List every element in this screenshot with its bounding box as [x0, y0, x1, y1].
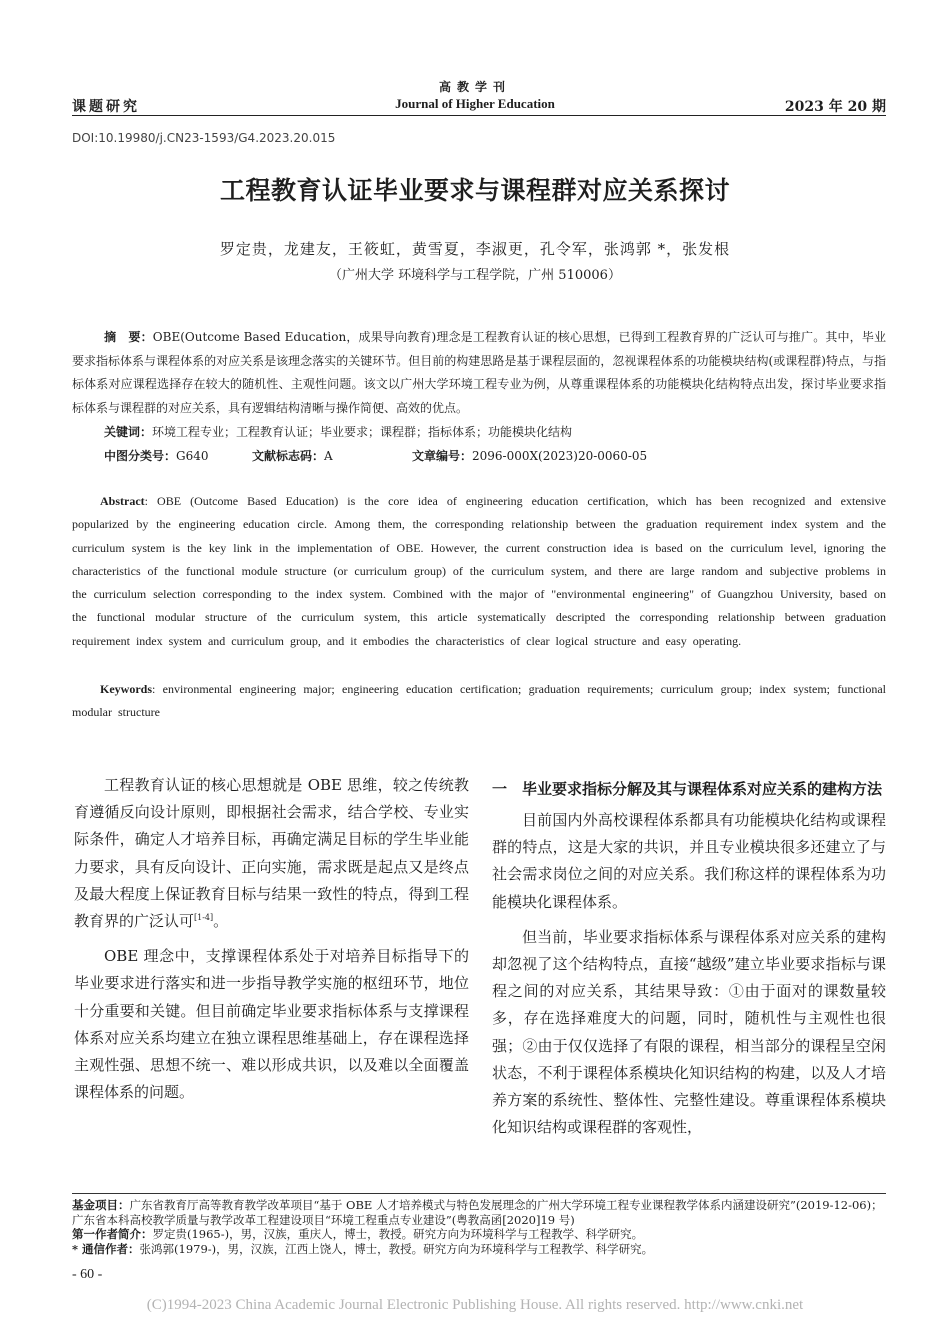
doi: DOI:10.19980/j.CN23-1593/G4.2023.20.015	[72, 131, 336, 145]
keywords-cn-text: 环境工程专业；工程教育认证；毕业要求；课程群；指标体系；功能模块化结构	[152, 425, 573, 439]
keywords-en-label: Keywords	[100, 682, 152, 696]
corresponding-author-note: * 通信作者：张鸿郭(1979-)，男，汉族，江西上饶人，博士，教授。研究方向为环境科学与工程教学、科学研究。	[72, 1241, 654, 1256]
keywords-en	[72, 678, 886, 725]
keywords-cn	[104, 422, 886, 442]
abstract-en-text: : OBE (Outcome Based Education) is the core idea of engineering education certification, which has been recognized and extensive popularized by the engineering education circle. Among them, the corresponding relationship between the graduation requirement index system and the curriculum system is the key link in the implementation of OBE. However, the current construction idea is based on the curriculum level, ignoring the characteristics of the functional module structure (or curriculum group) of the curriculum system, and there are large random and subjective problems in the curriculum selection corresponding to the index system. Combined with the major of "environmental engineering" of Guangzhou University, based on the functional modular structure of the curriculum system, this article systematically descripted the corresponding relationship between graduation requirement index system and curriculum group, and it embodies the characteristics of clear logical structure and easy operating.	[72, 494, 886, 648]
abstract-cn-text: OBE(Outcome Based Education，成果导向教育)理念是工程教育认证的核心思想，已得到工程教育界的广泛认可与推广。其中，毕业要求指标体系与课程体系的对应关系是该理念落实的关键环节。但目前的构建思路是基于课程层面的，忽视课程体系的功能模块结构(或课程群)特点，与指标体系对应课程选择存在较大的随机性、主观性问题。该文以广州大学环境工程专业为例，从尊重课程体系的功能模块化结构特点出发，探讨毕业要求指标体系与课程群的对应关系，具有逻辑结构清晰与操作简便、高效的优点。	[72, 330, 886, 415]
abstract-en-label: Abstract	[100, 494, 145, 508]
document-code: 文献标志码：A	[252, 449, 333, 463]
affiliation: （广州大学 环境科学与工程学院，广州 510006）	[329, 268, 621, 283]
issue-label: 2023 年 20 期	[784, 99, 886, 115]
section-heading: 一 毕业要求指标分解及其与课程体系对应关系的建构方法	[492, 780, 883, 798]
header-rule	[72, 115, 886, 116]
body-right-column	[492, 776, 886, 1141]
clc-code: 中图分类号：G640	[104, 449, 209, 463]
body-paragraph: 工程教育认证的核心思想就是 OBE 思维，较之传统教育遵循反向设计原则，即根据社会需求，结合学校、专业实际条件，确定人才培养目标，再确定满足目标的学生毕业能力要求，具有反向设计、正向实施，需求既是起点又是终点及最大程度上保证教育目标与结果一致性的特点，得到工程教育界的广泛认可[1-4]。	[74, 776, 469, 931]
funding-note: 基金项目：广东省教育厅高等教育教学改革项目“基于 OBE 人才培养模式与特色发展理念的广州大学环境工程专业课程教学体系内涵建设研究”(2019-12-06)；广东省本科高校教学质量与教学改革工程建设项目“环境工程重点专业建设”(粤教高函[2020]19 号)	[72, 1198, 883, 1227]
body-left-column	[74, 772, 469, 1106]
keywords-en-text: : environmental engineering major; engineering education certification; graduation requirements; curriculum group; index system; functional modular structure	[72, 682, 886, 720]
abstract-en	[72, 490, 886, 653]
abstract-cn	[72, 326, 886, 420]
abstract-cn-label: 摘 要：	[104, 330, 153, 344]
section-label: 课题研究	[72, 99, 140, 115]
footnote-rule	[72, 1193, 886, 1194]
journal-name-en: Journal of Higher Education	[395, 96, 555, 111]
footnotes	[72, 1198, 886, 1256]
paper-title: 工程教育认证毕业要求与课程群对应关系探讨	[219, 176, 730, 205]
copyright-watermark: (C)1994-2023 China Academic Journal Electronic Publishing House. All rights reserved. http://www.cnki.net	[146, 1297, 804, 1313]
body-paragraph: 目前国内外高校课程体系都具有功能模块化结构或课程群的特点，这是大家的共识，并且专业模块很多还建立了与社会需求岗位之间的对应关系。我们称这样的课程体系为功能模块化课程体系。	[492, 811, 886, 911]
page-number: - 60 -	[72, 1267, 103, 1282]
keywords-cn-label: 关键词：	[104, 425, 153, 439]
citation: [1-4]	[194, 913, 214, 923]
body-paragraph: 但当前，毕业要求指标体系与课程体系对应关系的建构却忽视了这个结构特点，直接“越级”建立毕业要求指标与课程之间的对应关系，其结果导致：①由于面对的课数量较多，存在选择难度大的问题，同时，随机性与主观性也很强；②由于仅仅选择了有限的课程，相当部分的课程呈空闲状态，不利于课程体系模块化知识结构的构建，以及人才培养方案的系统性、整体性、完整性建设。尊重课程体系模块化知识结构或课程群的客观性，	[492, 927, 886, 1137]
body-paragraph: OBE 理念中，支撑课程体系处于对培养目标指导下的毕业要求进行落实和进一步指导教学实施的枢纽环节，地位十分重要和关键。但目前确定毕业要求指标体系与支撑课程体系对应关系均建立在独立课程思维基础上，存在课程选择主观性强、思想不统一、难以形成共识，以及难以全面覆盖课程体系的问题。	[74, 947, 469, 1102]
article-number: 文章编号：2096-000X(2023)20-0060-05	[412, 449, 648, 463]
journal-name-cn: 高教学刊	[438, 80, 511, 94]
author-list: 罗定贵，龙建友，王筱虹，黄雪夏，李淑更，孔令军，张鸿郭 *，张发根	[219, 240, 731, 258]
first-author-note: 第一作者简介：罗定贵(1965-)，男，汉族，重庆人，博士，教授。研究方向为环境科学与工程教学、科学研究。	[72, 1227, 644, 1241]
